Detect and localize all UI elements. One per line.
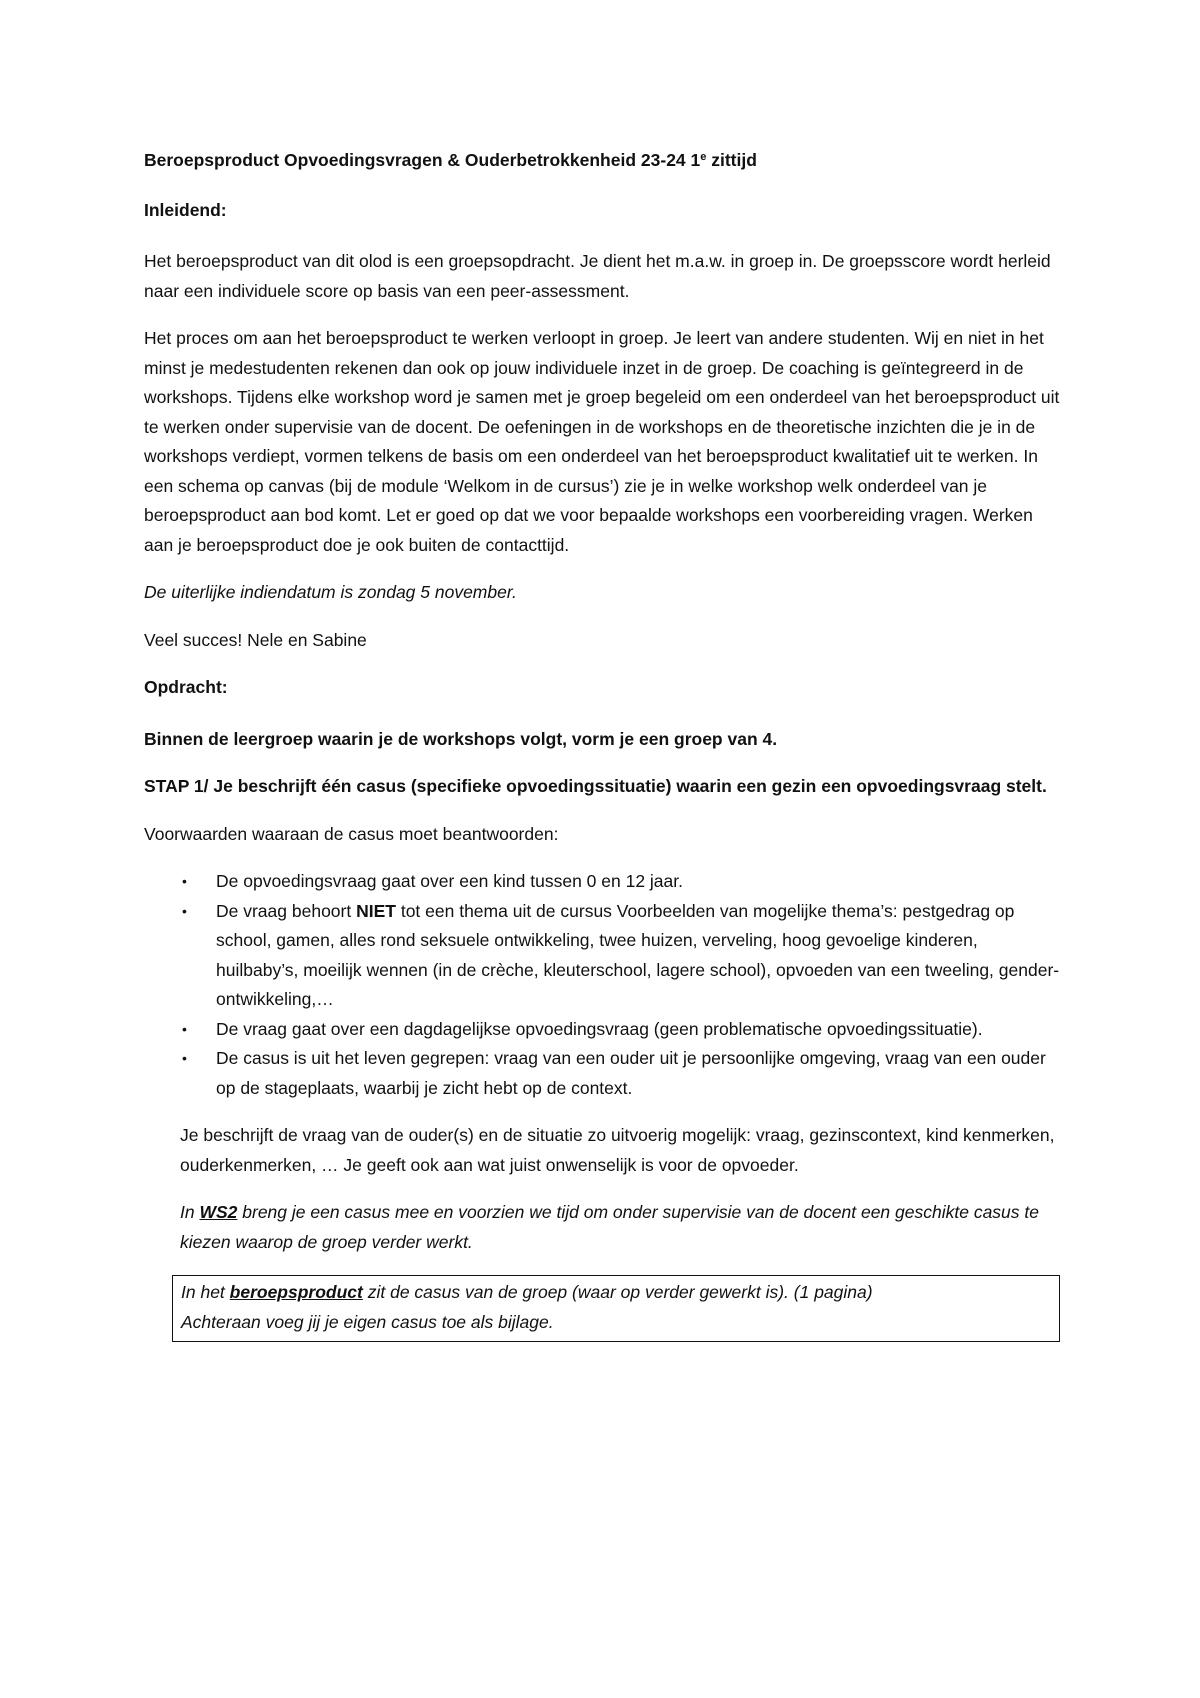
task-heading: Opdracht:	[144, 677, 228, 697]
bullet-icon: •	[182, 1020, 187, 1037]
condition-text: De vraag behoort	[216, 900, 357, 921]
describe-paragraph: Je beschrijft de vraag van de ouder(s) en de situatie zo uitvoerig mogelijk: vraag, gezinscontext, kind kenmerken, ouderkenmerken, … Je geeft ook aan wat juist onwenselijk is voor de opvoeder.	[180, 1125, 1055, 1175]
document-title	[144, 146, 1064, 176]
conditions-intro: Voorwaarden waaraan de casus moet beantwoorden:	[144, 823, 559, 844]
deadline-note: De uiterlijke indiendatum is zondag 5 november.	[144, 582, 517, 602]
intro-paragraph-1: Het beroepsproduct van dit olod is een groepsopdracht. Je dient het m.a.w. in groep in. De groepsscore wordt herleid naar een individuele score op basis van een peer-assessment.	[144, 251, 1051, 301]
intro-heading: Inleidend:	[144, 199, 227, 220]
group-instruction: Binnen de leergroep waarin je de workshops volgt, vorm je een groep van 4.	[144, 728, 778, 749]
condition-text: tot een thema uit de cursus Voorbeelden van mogelijke thema’s: pestgedrag op school, gamen, alles rond seksuele ontwikkeling, twee huizen, verveling, hoog gevoelige kinderen, huilbaby’s, moeilijk wennen (in de crèche, kleuterschool, lagere school), opvoeden van een tweeling, gender-ontwikkeling,…	[216, 900, 1060, 1009]
condition-text: De vraag gaat over een dagdagelijkse opvoedingsvraag (geen problematische opvoedingssituatie).	[216, 1018, 983, 1039]
submission-box	[172, 1275, 1060, 1342]
condition-text: De opvoedingsvraag gaat over een kind tussen 0 en 12 jaar.	[216, 871, 683, 891]
box-text: In het	[181, 1282, 230, 1302]
box-emphasis: beroepsproduct	[229, 1282, 363, 1302]
ws2-text: In	[180, 1202, 200, 1222]
title-end-text: zittijd	[706, 150, 757, 170]
bullet-icon: •	[182, 1050, 187, 1066]
bullet-icon: •	[182, 873, 187, 889]
title-main-text: Beroepsproduct Opvoedingsvragen & Ouderbetrokkenheid 23-24 1	[144, 150, 701, 170]
greeting: Veel succes! Nele en Sabine	[144, 629, 367, 650]
step-1-heading: STAP 1/ Je beschrijft één casus (specifieke opvoedingssituatie) waarin een gezin een opvoedingsvraag stelt.	[144, 776, 1047, 796]
condition-emphasis: NIET	[356, 900, 396, 921]
ws2-text: breng je een casus mee en voorzien we tijd om onder supervisie van de docent een geschikte casus te kiezen waarop de groep verder werkt.	[180, 1202, 1039, 1252]
list-item	[144, 1015, 1064, 1045]
bullet-icon: •	[182, 902, 187, 919]
title-superscript: e	[700, 151, 707, 163]
document-body	[144, 146, 1064, 1342]
box-line-1	[181, 1278, 1051, 1308]
list-item	[144, 867, 1064, 897]
box-text: zit de casus van de groep (waar op verder gewerkt is). (1 pagina)	[362, 1282, 873, 1302]
condition-text: De casus is uit het leven gegrepen: vraag van een ouder uit je persoonlijke omgeving, vraag van een ouder op de stageplaats, waarbij je zicht hebt op de context.	[216, 1048, 1046, 1098]
list-item	[144, 1044, 1064, 1103]
ws2-emphasis: WS2	[199, 1202, 238, 1222]
intro-paragraph-2: Het proces om aan het beroepsproduct te werken verloopt in groep. Je leert van andere studenten. Wij en niet in het minst je medestudenten rekenen dan ook op jouw individuele inzet in de groep. De coaching is geïntegreerd in de workshops. Tijdens elke workshop word je samen met je groep begeleid om een onderdeel van het beroepsproduct uit te werken onder supervisie van de docent. De oefeningen in de workshops en de theoretische inzichten die je in de workshops verdiept, vormen telkens de basis om een onderdeel van het beroepsproduct kwalitatief uit te werken. In een schema op canvas (bij de module ‘Welkom in de cursus’) zie je in welke workshop welk onderdeel van je beroepsproduct aan bod komt. Let er goed op dat we voor bepaalde workshops een voorbereiding vragen. Werken aan je beroepsproduct doe je ook buiten de contacttijd.	[144, 328, 1060, 555]
conditions-list	[144, 867, 1064, 1103]
box-line-2: Achteraan voeg jij je eigen casus toe als bijlage.	[181, 1311, 554, 1332]
ws2-note	[144, 1198, 1064, 1257]
list-item	[144, 897, 1064, 1015]
